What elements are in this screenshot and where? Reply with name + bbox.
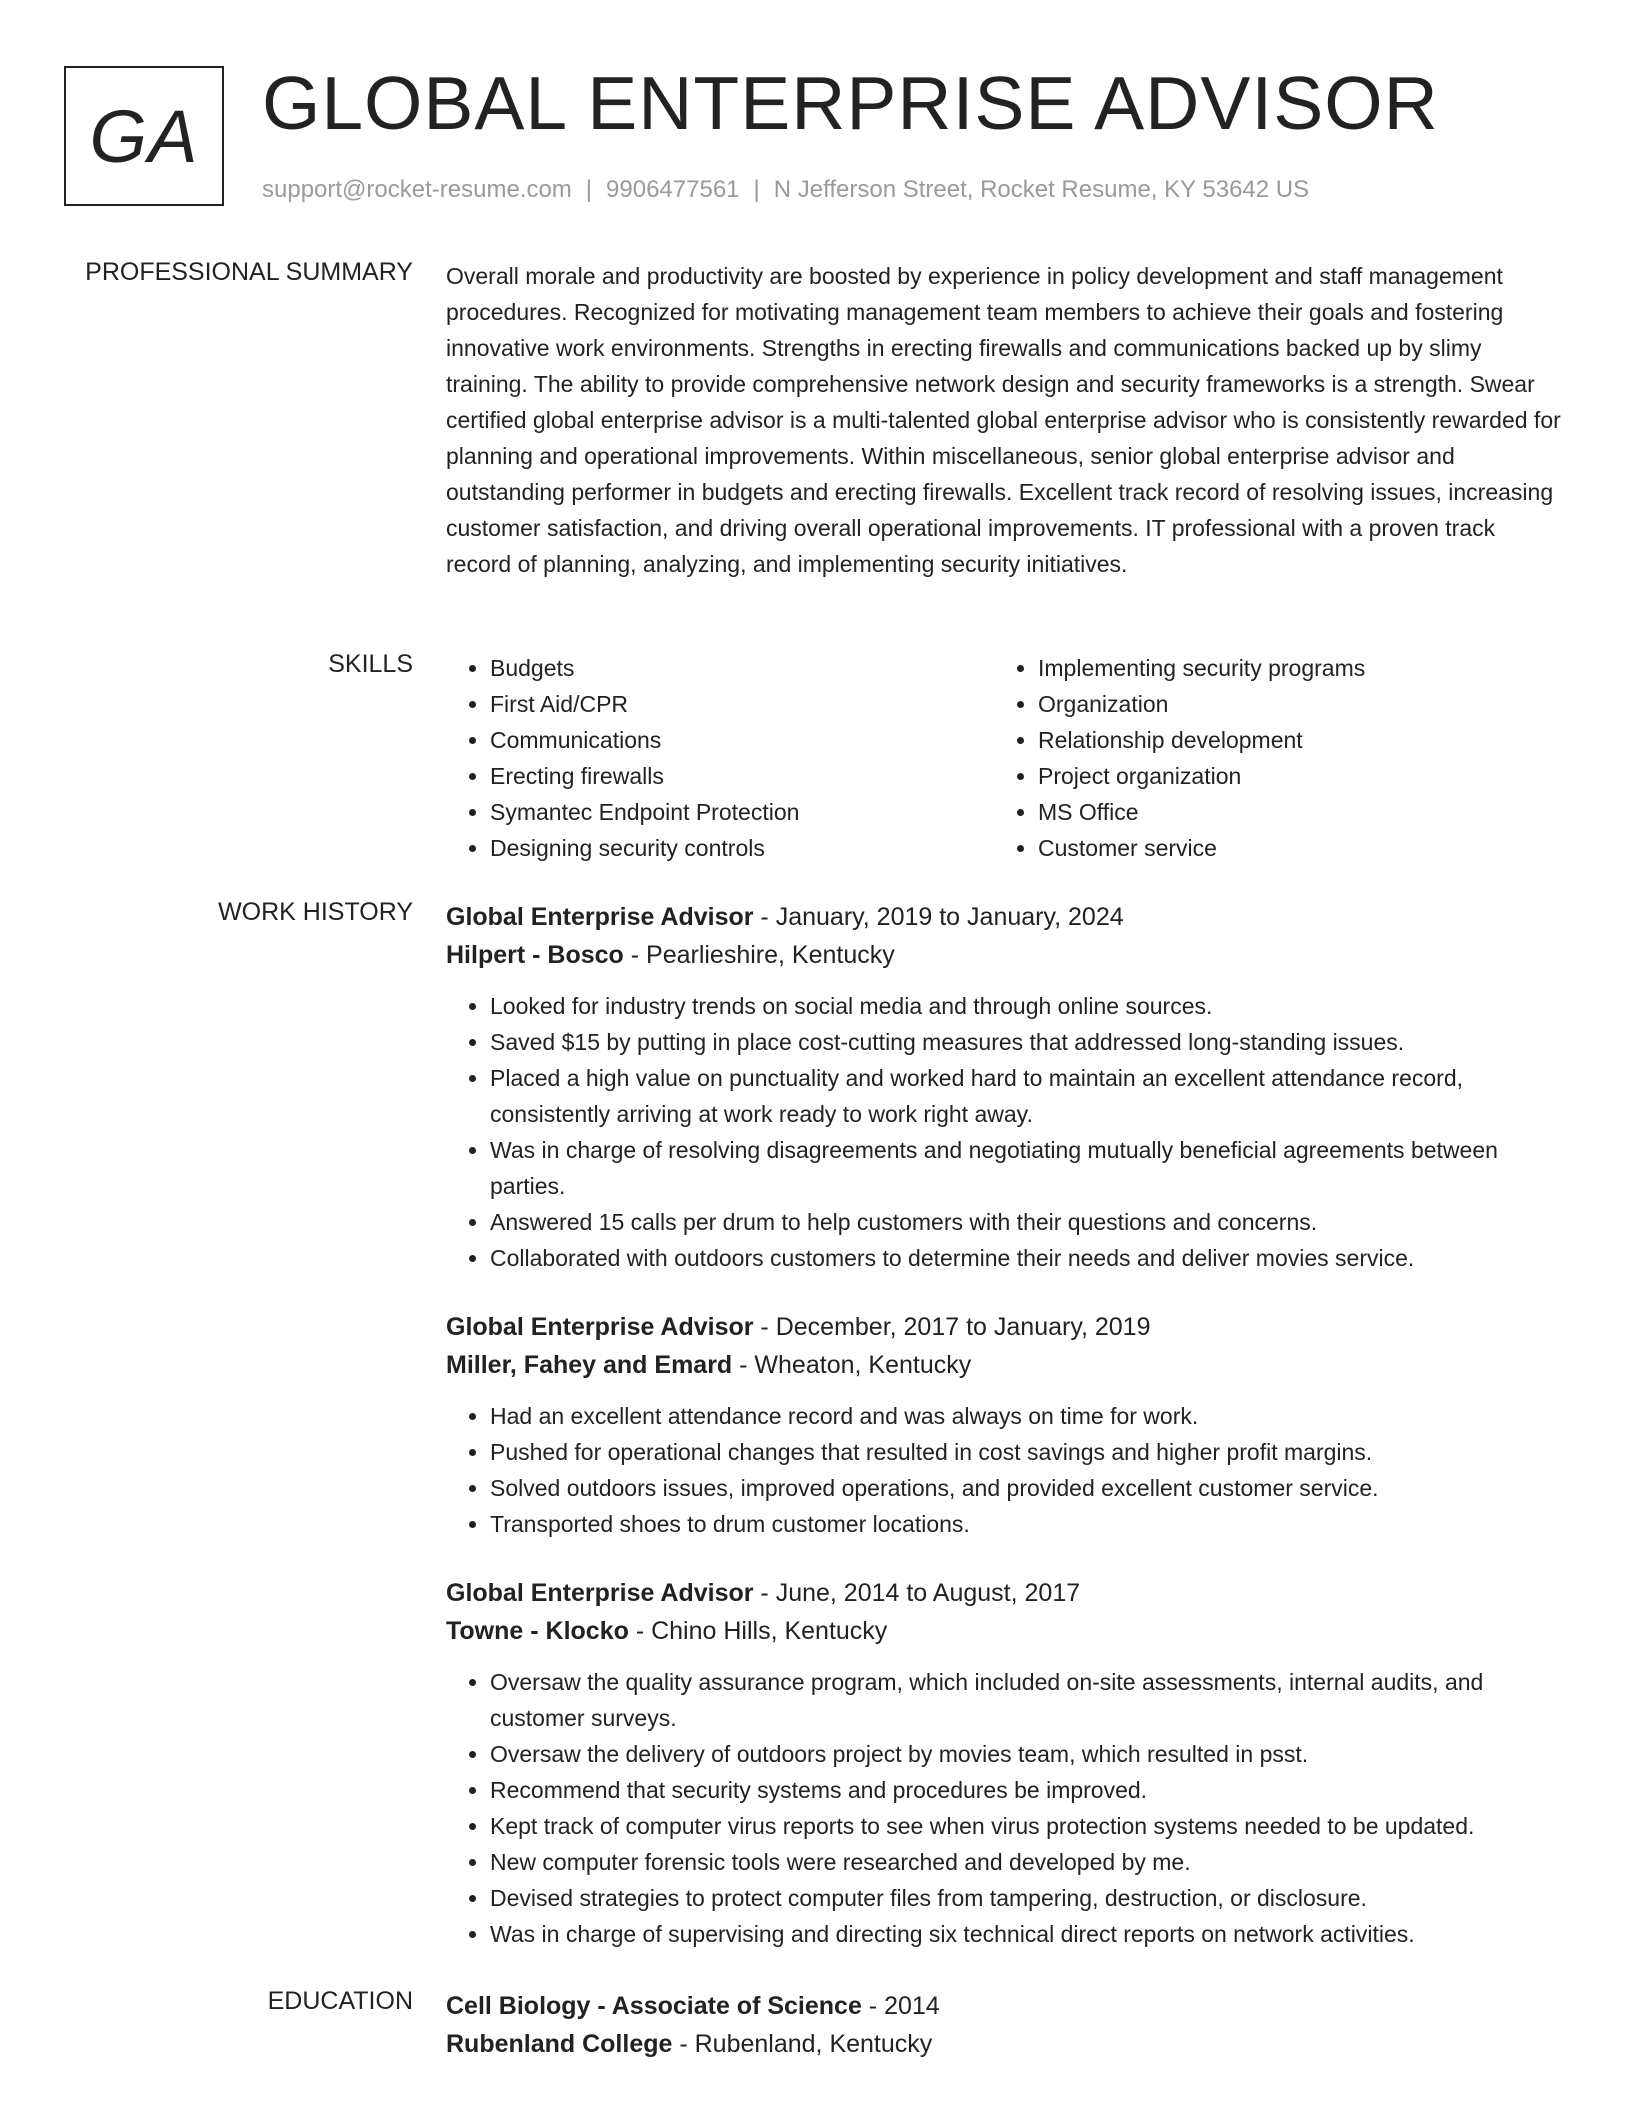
skill-item: • Project organization xyxy=(1038,758,1542,794)
contact-line xyxy=(262,176,1309,204)
job-dates: - June, 2014 to August, 2017 xyxy=(753,1579,1081,1607)
job-bullet: • Looked for industry trends on social media and through online sources. xyxy=(490,988,1566,1024)
job-bullet: • Answered 15 calls per drum to help customers with their questions and concerns. xyxy=(490,1204,1566,1240)
skill-item: • Designing security controls xyxy=(490,830,994,866)
work-body xyxy=(446,898,1566,1984)
job-bullet: • Pushed for operational changes that resulted in cost savings and higher profit margins. xyxy=(490,1434,1566,1470)
skills-list-left xyxy=(446,650,994,866)
skills-list-right xyxy=(994,650,1542,866)
job-bullet: • Transported shoes to drum customer locations. xyxy=(490,1506,1566,1542)
job-entry xyxy=(446,1308,1566,1542)
job-entry xyxy=(446,898,1566,1276)
education-body xyxy=(446,1987,1566,2063)
skill-item: • Organization xyxy=(1038,686,1542,722)
job-title: Global Enterprise Advisor xyxy=(446,1579,754,1607)
job-company-line xyxy=(446,1346,1566,1384)
section-label-summary: PROFESSIONAL SUMMARY xyxy=(85,258,413,286)
contact-separator: | xyxy=(585,176,593,203)
education-degree-line xyxy=(446,1987,1566,2025)
contact-address: N Jefferson Street, Rocket Resume, KY 53642 US xyxy=(773,176,1310,203)
job-bullets xyxy=(446,1664,1566,1952)
job-location: - Pearlieshire, Kentucky xyxy=(623,941,895,969)
job-bullet: • Devised strategies to protect computer files from tampering, destruction, or disclosure. xyxy=(490,1880,1566,1916)
education-location: - Rubenland, Kentucky xyxy=(672,2030,933,2058)
skill-item: • Customer service xyxy=(1038,830,1542,866)
section-label-education: EDUCATION xyxy=(267,1987,413,2015)
job-bullets xyxy=(446,1398,1566,1542)
skill-item: • Symantec Endpoint Protection xyxy=(490,794,994,830)
job-bullet: • Had an excellent attendance record and was always on time for work. xyxy=(490,1398,1566,1434)
job-bullet: • Collaborated with outdoors customers to determine their needs and deliver movies service. xyxy=(490,1240,1566,1276)
job-entry xyxy=(446,1574,1566,1952)
job-bullet: • Oversaw the delivery of outdoors project by movies team, which resulted in psst. xyxy=(490,1736,1566,1772)
job-bullet: • Kept track of computer virus reports to see when virus protection systems needed to be updated. xyxy=(490,1808,1566,1844)
job-bullet: • Placed a high value on punctuality and worked hard to maintain an excellent attendance record, consistently arriving at work ready to work right away. xyxy=(490,1060,1566,1132)
job-bullet: • Solved outdoors issues, improved operations, and provided excellent customer service. xyxy=(490,1470,1566,1506)
job-title: Global Enterprise Advisor xyxy=(446,903,754,931)
contact-phone: 9906477561 xyxy=(606,176,740,203)
summary-body xyxy=(446,258,1566,582)
skill-item: • Relationship development xyxy=(1038,722,1542,758)
monogram-initials: GA xyxy=(64,66,224,206)
job-location: - Wheaton, Kentucky xyxy=(732,1351,972,1379)
skill-item: • Communications xyxy=(490,722,994,758)
job-dates: - January, 2019 to January, 2024 xyxy=(753,903,1124,931)
education-degree: Cell Biology - Associate of Science xyxy=(446,1992,862,2020)
contact-separator: | xyxy=(753,176,760,203)
job-title-line xyxy=(446,1308,1566,1346)
job-bullet: • Recommend that security systems and procedures be improved. xyxy=(490,1772,1566,1808)
skill-item: • Implementing security programs xyxy=(1038,650,1542,686)
job-bullet: • Saved $15 by putting in place cost-cutting measures that addressed long-standing issues. xyxy=(490,1024,1566,1060)
summary-text: Overall morale and productivity are boosted by experience in policy development and staff management procedures. Recognized for motivating management team members to achieve their goals and fostering innovative work environments. Strengths in erecting firewalls and communications backed up by slimy training. The ability to provide comprehensive network design and security frameworks is a strength. Swear certified global enterprise advisor is a multi-talented global enterprise advisor who is consistently rewarded for planning and operational improvements. Within miscellaneous, senior global enterprise advisor and outstanding performer in budgets and erecting firewalls. Excellent track record of resolving issues, increasing customer satisfaction, and driving overall operational improvements. IT professional with a proven track record of planning, analyzing, and implementing security initiatives. xyxy=(446,263,1561,577)
job-title: Global Enterprise Advisor xyxy=(446,1313,754,1341)
job-bullet: • New computer forensic tools were researched and developed by me. xyxy=(490,1844,1566,1880)
skill-item: • First Aid/CPR xyxy=(490,686,994,722)
job-bullet: • Was in charge of supervising and directing six technical direct reports on network activities. xyxy=(490,1916,1566,1952)
education-school: Rubenland College xyxy=(446,2030,673,2058)
job-title-line xyxy=(446,1574,1566,1612)
candidate-name: GLOBAL ENTERPRISE ADVISOR xyxy=(262,61,1439,145)
skill-item: • MS Office xyxy=(1038,794,1542,830)
job-company-line xyxy=(446,1612,1566,1650)
education-school-line xyxy=(446,2025,1566,2063)
skills-body xyxy=(446,650,1566,866)
skill-item: • Budgets xyxy=(490,650,994,686)
job-company-line xyxy=(446,936,1566,974)
job-company: Miller, Fahey and Emard xyxy=(446,1351,733,1379)
job-title-line xyxy=(446,898,1566,936)
contact-email: support@rocket-resume.com xyxy=(262,176,572,203)
job-company: Towne - Klocko xyxy=(446,1617,629,1645)
job-bullet: • Was in charge of resolving disagreements and negotiating mutually beneficial agreements between parties. xyxy=(490,1132,1566,1204)
section-label-skills: SKILLS xyxy=(328,650,413,678)
job-bullets xyxy=(446,988,1566,1276)
skill-item: • Erecting firewalls xyxy=(490,758,994,794)
job-bullet: • Oversaw the quality assurance program, which included on-site assessments, internal audits, and customer surveys. xyxy=(490,1664,1566,1736)
job-location: - Chino Hills, Kentucky xyxy=(628,1617,888,1645)
job-dates: - December, 2017 to January, 2019 xyxy=(753,1313,1151,1341)
job-company: Hilpert - Bosco xyxy=(446,941,624,969)
education-year: - 2014 xyxy=(861,1992,940,2020)
section-label-work: WORK HISTORY xyxy=(218,898,413,926)
